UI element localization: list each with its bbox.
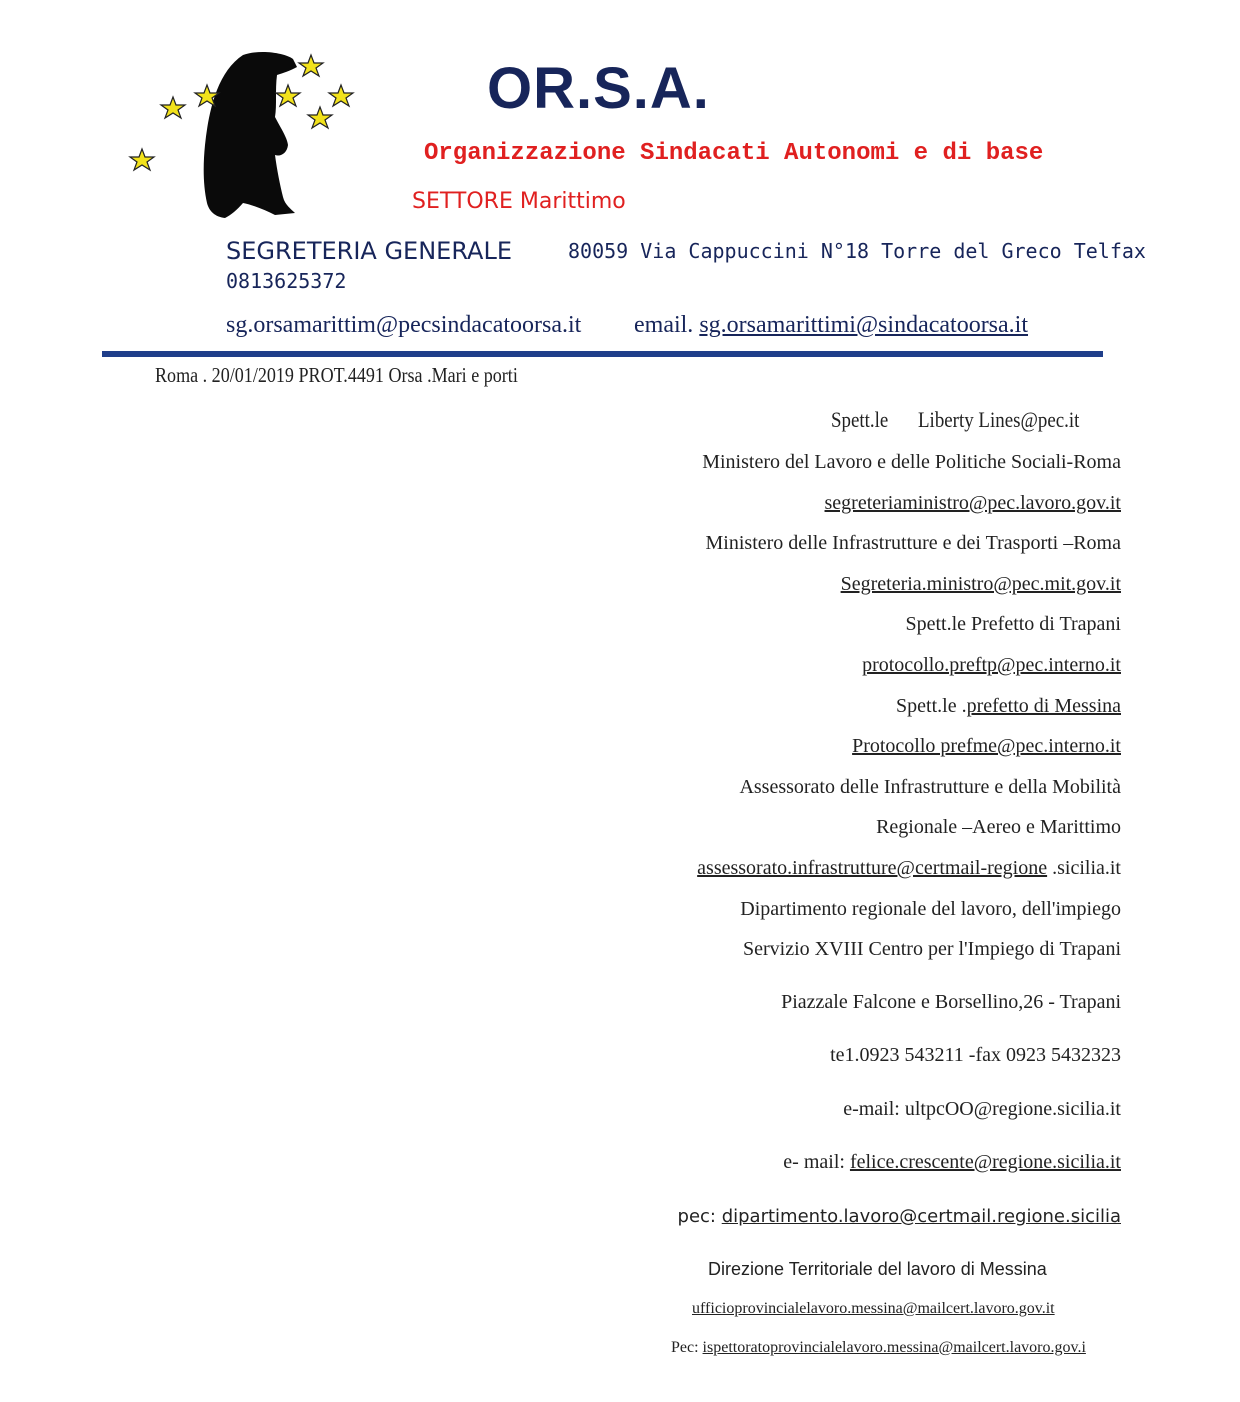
email-line [634, 312, 1028, 339]
recipient-address: Piazzale Falcone e Borsellino,26 - Trapani [781, 991, 1121, 1013]
organization-title: OR.S.A. [487, 56, 710, 121]
spett-label: Spett.le [831, 407, 889, 432]
recipient-ispettorato-prefix: Pec: [671, 1339, 703, 1356]
recipient-assessorato: Assessorato delle Infrastrutture e della Mobilità [739, 776, 1121, 798]
recipient-dipartimento: Dipartimento regionale del lavoro, dell'impiego [740, 898, 1121, 920]
segreteria-label: SEGRETERIA GENERALE [226, 237, 512, 265]
recipient-email-1: e-mail: ultpcOO@regione.sicilia.it [843, 1098, 1121, 1120]
address-line: 80059 Via Cappuccini N°18 Torre del Greco Telfax [568, 239, 1146, 263]
recipient-pec-link[interactable]: dipartimento.lavoro@certmail.regione.sicilia [721, 1206, 1121, 1227]
organization-subtitle: Organizzazione Sindacati Autonomi e di base [424, 140, 1044, 167]
bear-with-stars-icon [125, 45, 365, 225]
recipient-assessorato-link[interactable]: assessorato.infrastrutture@certmail-regione [697, 857, 1048, 879]
recipient-assessorato-dept: Regionale –Aereo e Marittimo [876, 816, 1121, 838]
recipient-telfax: te1.0923 543211 -fax 0923 5432323 [830, 1044, 1121, 1066]
recipient-prefect-messina-pec[interactable]: Protocollo prefme@pec.interno.it [852, 735, 1121, 757]
recipient-direzione-messina: Direzione Territoriale del lavoro di Messina [708, 1259, 1047, 1279]
recipient-assessorato-pec [697, 857, 1121, 880]
recipient-ministry-labour: Ministero del Lavoro e delle Politiche Sociali-Roma [702, 451, 1121, 473]
recipient-email-2 [783, 1151, 1121, 1174]
recipient-ministry-infrastructure: Ministero delle Infrastrutture e dei Trasporti –Roma [705, 532, 1121, 554]
pec-address: sg.orsamarittim@pecsindacatoorsa.it [226, 312, 582, 338]
recipient-ministry-labour-pec[interactable]: segreteriaministro@pec.lavoro.gov.it [824, 492, 1121, 514]
recipient-prefect-trapani: Spett.le Prefetto di Trapani [905, 613, 1121, 635]
header-divider [102, 351, 1103, 357]
recipient-prefect-messina [896, 695, 1121, 718]
sector-label: SETTORE Marittimo [412, 189, 626, 214]
protocol-line: Roma . 20/01/2019 PROT.4491 Orsa .Mari e porti [155, 363, 518, 387]
recipient-email-2-link[interactable]: felice.crescente@regione.sicilia.it [849, 1151, 1121, 1173]
recipient-ufficio-messina-pec[interactable]: ufficioprovincialelavoro.messina@mailcert.lavoro.gov.it [692, 1300, 1055, 1317]
recipient-prefect-messina-prefix: Spett.le . [896, 695, 967, 717]
recipient-prefect-trapani-pec[interactable]: protocollo.preftp@pec.interno.it [862, 654, 1121, 676]
recipient-assessorato-suffix: .sicilia.it [1047, 857, 1121, 879]
recipient-servizio: Servizio XVIII Centro per l'Impiego di Trapani [743, 938, 1121, 960]
recipient-pec-dipartimento [678, 1206, 1121, 1227]
recipient-pec-prefix: pec: [677, 1206, 722, 1227]
liberty-lines-address: Liberty Lines@pec.it [918, 407, 1080, 432]
recipient-email-2-prefix: e- mail: [783, 1151, 850, 1173]
recipient-prefect-messina-link[interactable]: prefetto di Messina [966, 695, 1121, 717]
email-label: email. [634, 312, 694, 338]
recipient-ministry-infrastructure-pec[interactable]: Segreteria.ministro@pec.mit.gov.it [840, 573, 1121, 595]
email-link[interactable]: sg.orsamarittimi@sindacatoorsa.it [699, 312, 1029, 338]
recipient-ispettorato-pec [671, 1339, 1086, 1357]
recipient-ispettorato-link[interactable]: ispettoratoprovincialelavoro.messina@mailcert.lavoro.gov.i [702, 1339, 1086, 1356]
phone-number: 0813625372 [226, 269, 347, 293]
